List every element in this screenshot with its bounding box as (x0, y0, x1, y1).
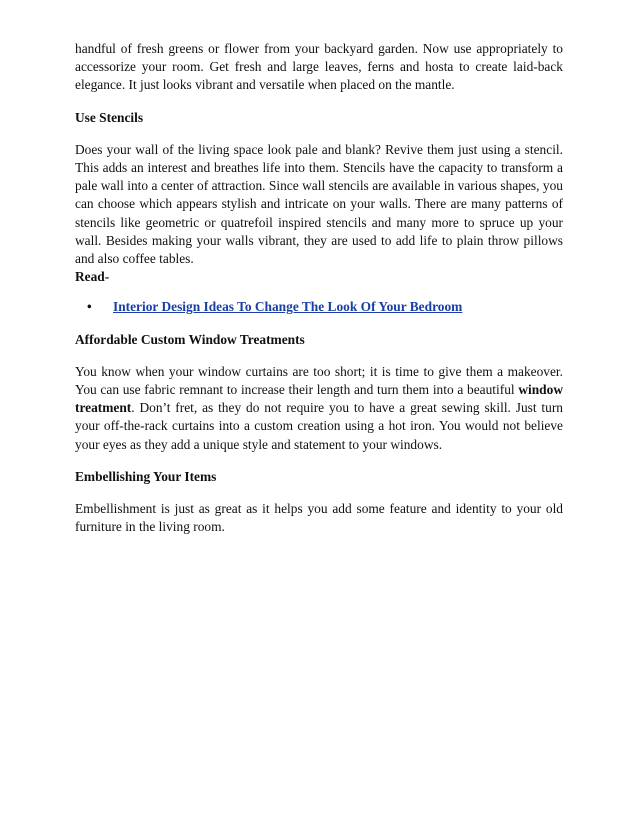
window-treatment-bold: window treatment (75, 382, 563, 416)
embellishing-paragraph: Embellishment is just as great as it helps you add some feature and identity to your old furniture in the living room. (75, 501, 563, 535)
list-item (75, 298, 563, 316)
intro-paragraph: handful of fresh greens or flower from your backyard garden. Now use appropriately to accessorize your room. Get fresh and large leaves, ferns and hosta to create laid-back elegance. It just looks vibrant and versatile when placed on the mantle. (75, 41, 563, 93)
bullet-icon: • (87, 299, 92, 315)
document-page (75, 40, 563, 536)
window-treatments-heading: Affordable Custom Window Treatments (75, 331, 305, 347)
read-label: Read- (75, 269, 110, 285)
stencils-heading: Use Stencils (75, 109, 144, 125)
read-links-list (75, 298, 563, 316)
stencils-paragraph: Does your wall of the living space look pale and blank? Revive them just using a stencil. This adds an interest and breathes life into them. Stencils have the capacity to transform a pale wall into a center of attraction. Since wall stencils are available in various shapes, you can choose which appears stylish and intricate on your walls. There are many patterns of stencils like geometric or quatrefoil inspired stencils and many more to spruce up your wall. Besides making your walls vibrant, they are used to add life to plain throw pillows and also coffee tables. (75, 141, 563, 267)
embellishing-heading: Embellishing Your Items (75, 468, 217, 484)
bedroom-ideas-link[interactable]: Interior Design Ideas To Change The Look Of Your Bedroom (113, 299, 463, 315)
window-treatments-paragraph (75, 363, 563, 454)
window-text-after: . Don’t fret, as they do not require you to have a great sewing skill. Just turn your off-the-rack curtains into a custom creation using a hot iron. You would not believe your eyes as they add a unique style and statement to your windows. (75, 400, 563, 452)
window-text-before: You know when your window curtains are too short; it is time to give them a makeover. You can use fabric remnant to increase their length and turn them into a beautiful (75, 363, 563, 398)
